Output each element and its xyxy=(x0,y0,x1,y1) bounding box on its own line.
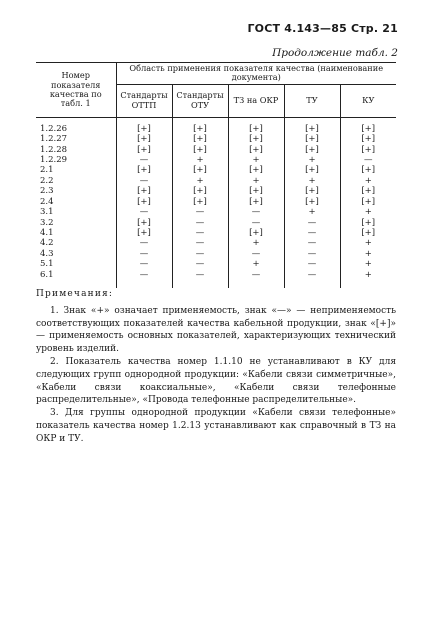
applicability-cell: [+] xyxy=(340,197,396,207)
applicability-cell: — xyxy=(284,228,340,238)
applicability-cell: + xyxy=(340,176,396,186)
applicability-cell: [+] xyxy=(340,134,396,144)
row-number-cell: 4.1 xyxy=(36,228,116,238)
page-header: ГОСТ 4.143—85 Стр. 21 xyxy=(247,22,398,35)
applicability-cell: [+] xyxy=(228,145,284,155)
col-header: Стандарты ОТУ xyxy=(172,84,228,117)
applicability-cell: — xyxy=(284,259,340,269)
applicability-cell: [+] xyxy=(228,186,284,196)
applicability-cell: [+] xyxy=(340,145,396,155)
applicability-cell: + xyxy=(228,238,284,248)
applicability-cell: — xyxy=(116,176,172,186)
col-header: КУ xyxy=(340,84,396,117)
applicability-cell: — xyxy=(116,207,172,217)
applicability-cell: [+] xyxy=(228,124,284,134)
applicability-cell: [+] xyxy=(116,124,172,134)
applicability-cell: [+] xyxy=(116,145,172,155)
applicability-cell: [+] xyxy=(284,186,340,196)
row-number-cell: 1.2.28 xyxy=(36,145,116,155)
notes-title: Примечания: xyxy=(36,289,114,299)
note-item: 3. Для группы однородной продукции «Кабели связи телефонные» показатель качества номер 1.2.13 устанавливают как справочный в ТЗ на ОКР и ТУ. xyxy=(36,408,396,444)
first-col-header: Номер показателя качества по табл. 1 xyxy=(36,63,116,118)
applicability-cell: [+] xyxy=(228,134,284,144)
notes-section xyxy=(36,288,396,446)
applicability-cell: [+] xyxy=(116,197,172,207)
applicability-cell: + xyxy=(340,238,396,248)
col-header: Стандарты ОТТП xyxy=(116,84,172,117)
applicability-cell: [+] xyxy=(116,218,172,228)
applicability-cell: — xyxy=(116,249,172,259)
applicability-cell: [+] xyxy=(340,165,396,175)
applicability-cell: [+] xyxy=(340,124,396,134)
applicability-cell: [+] xyxy=(284,145,340,155)
applicability-cell: — xyxy=(172,207,228,217)
applicability-cell: + xyxy=(172,155,228,165)
table-row xyxy=(36,124,396,134)
table-row xyxy=(36,218,396,228)
applicability-cell: [+] xyxy=(284,197,340,207)
row-number-cell: 2.1 xyxy=(36,165,116,175)
applicability-cell: — xyxy=(172,249,228,259)
applicability-cell: [+] xyxy=(172,134,228,144)
applicability-cell: — xyxy=(116,238,172,248)
col-header: ТУ xyxy=(284,84,340,117)
applicability-cell: — xyxy=(172,238,228,248)
applicability-cell: + xyxy=(284,207,340,217)
applicability-cell: — xyxy=(284,218,340,228)
row-number-cell: 4.2 xyxy=(36,238,116,248)
applicability-cell: [+] xyxy=(228,165,284,175)
row-number-cell: 3.1 xyxy=(36,207,116,217)
table-row xyxy=(36,186,396,196)
applicability-cell: — xyxy=(172,270,228,280)
applicability-cell: — xyxy=(172,259,228,269)
table-row xyxy=(36,155,396,165)
applicability-cell: [+] xyxy=(340,186,396,196)
applicability-cell: — xyxy=(340,155,396,165)
table-row xyxy=(36,228,396,238)
applicability-cell: — xyxy=(284,270,340,280)
applicability-cell: — xyxy=(172,228,228,238)
table-continuation-label: Продолжение табл. 2 xyxy=(272,47,398,59)
table-row xyxy=(36,249,396,259)
note-item: 2. Показатель качества номер 1.1.10 не устанавливают в КУ для следующих групп однородной продукции: «Кабели связи симметричные», «Кабели связи коаксиальные», «Кабели связи телефонные распределительные», «Провода телефонные распределительные». xyxy=(36,356,396,406)
table-row xyxy=(36,165,396,175)
applicability-cell: — xyxy=(284,249,340,259)
applicability-cell: — xyxy=(172,218,228,228)
applicability-cell: + xyxy=(284,155,340,165)
applicability-cell: + xyxy=(340,270,396,280)
applicability-cell: — xyxy=(116,270,172,280)
group-header: Область применения показателя качества (наименование документа) xyxy=(116,63,396,85)
applicability-cell: [+] xyxy=(116,228,172,238)
applicability-cell: [+] xyxy=(116,165,172,175)
applicability-cell: [+] xyxy=(340,228,396,238)
row-number-cell: 6.1 xyxy=(36,270,116,280)
applicability-cell: + xyxy=(172,176,228,186)
applicability-cell: [+] xyxy=(172,186,228,196)
applicability-cell: [+] xyxy=(172,165,228,175)
applicability-cell: [+] xyxy=(340,218,396,228)
row-number-cell: 1.2.26 xyxy=(36,124,116,134)
row-number-cell: 1.2.27 xyxy=(36,134,116,144)
applicability-cell: + xyxy=(228,176,284,186)
table-end-row xyxy=(36,280,396,288)
applicability-cell: — xyxy=(228,207,284,217)
table-row xyxy=(36,134,396,144)
row-number-cell: 3.2 xyxy=(36,218,116,228)
applicability-cell: + xyxy=(284,176,340,186)
table-row xyxy=(36,270,396,280)
quality-indicator-table xyxy=(36,62,396,288)
applicability-cell: — xyxy=(284,238,340,248)
applicability-cell: [+] xyxy=(172,145,228,155)
applicability-cell: [+] xyxy=(228,197,284,207)
applicability-cell: [+] xyxy=(172,124,228,134)
note-item: 1. Знак «+» означает применяемость, знак «—» — неприменяемость соответствующих показателей качества кабельной продукции, знак «[+]» — применяемость основных показателей, характеризующих технический уровень изделий. xyxy=(36,305,396,355)
row-number-cell: 2.2 xyxy=(36,176,116,186)
applicability-cell: — xyxy=(228,249,284,259)
row-number-cell: 2.4 xyxy=(36,197,116,207)
col-header: ТЗ на ОКР xyxy=(228,84,284,117)
table-body xyxy=(36,117,396,288)
table-row xyxy=(36,145,396,155)
applicability-cell: [+] xyxy=(116,186,172,196)
applicability-cell: — xyxy=(116,155,172,165)
applicability-cell: + xyxy=(228,259,284,269)
applicability-cell: + xyxy=(340,249,396,259)
applicability-cell: [+] xyxy=(284,124,340,134)
applicability-cell: [+] xyxy=(116,134,172,144)
applicability-cell: + xyxy=(228,155,284,165)
applicability-cell: — xyxy=(116,259,172,269)
applicability-cell: — xyxy=(228,270,284,280)
row-number-cell: 1.2.29 xyxy=(36,155,116,165)
applicability-cell: [+] xyxy=(284,134,340,144)
applicability-cell: + xyxy=(340,207,396,217)
applicability-cell: [+] xyxy=(172,197,228,207)
table-row xyxy=(36,238,396,248)
table-row xyxy=(36,259,396,269)
table-row xyxy=(36,207,396,217)
row-number-cell: 5.1 xyxy=(36,259,116,269)
row-number-cell: 4.3 xyxy=(36,249,116,259)
table-row xyxy=(36,197,396,207)
applicability-cell: — xyxy=(228,218,284,228)
applicability-cell: + xyxy=(340,259,396,269)
applicability-cell: [+] xyxy=(228,228,284,238)
table-row xyxy=(36,176,396,186)
row-number-cell: 2.3 xyxy=(36,186,116,196)
applicability-cell: [+] xyxy=(284,165,340,175)
